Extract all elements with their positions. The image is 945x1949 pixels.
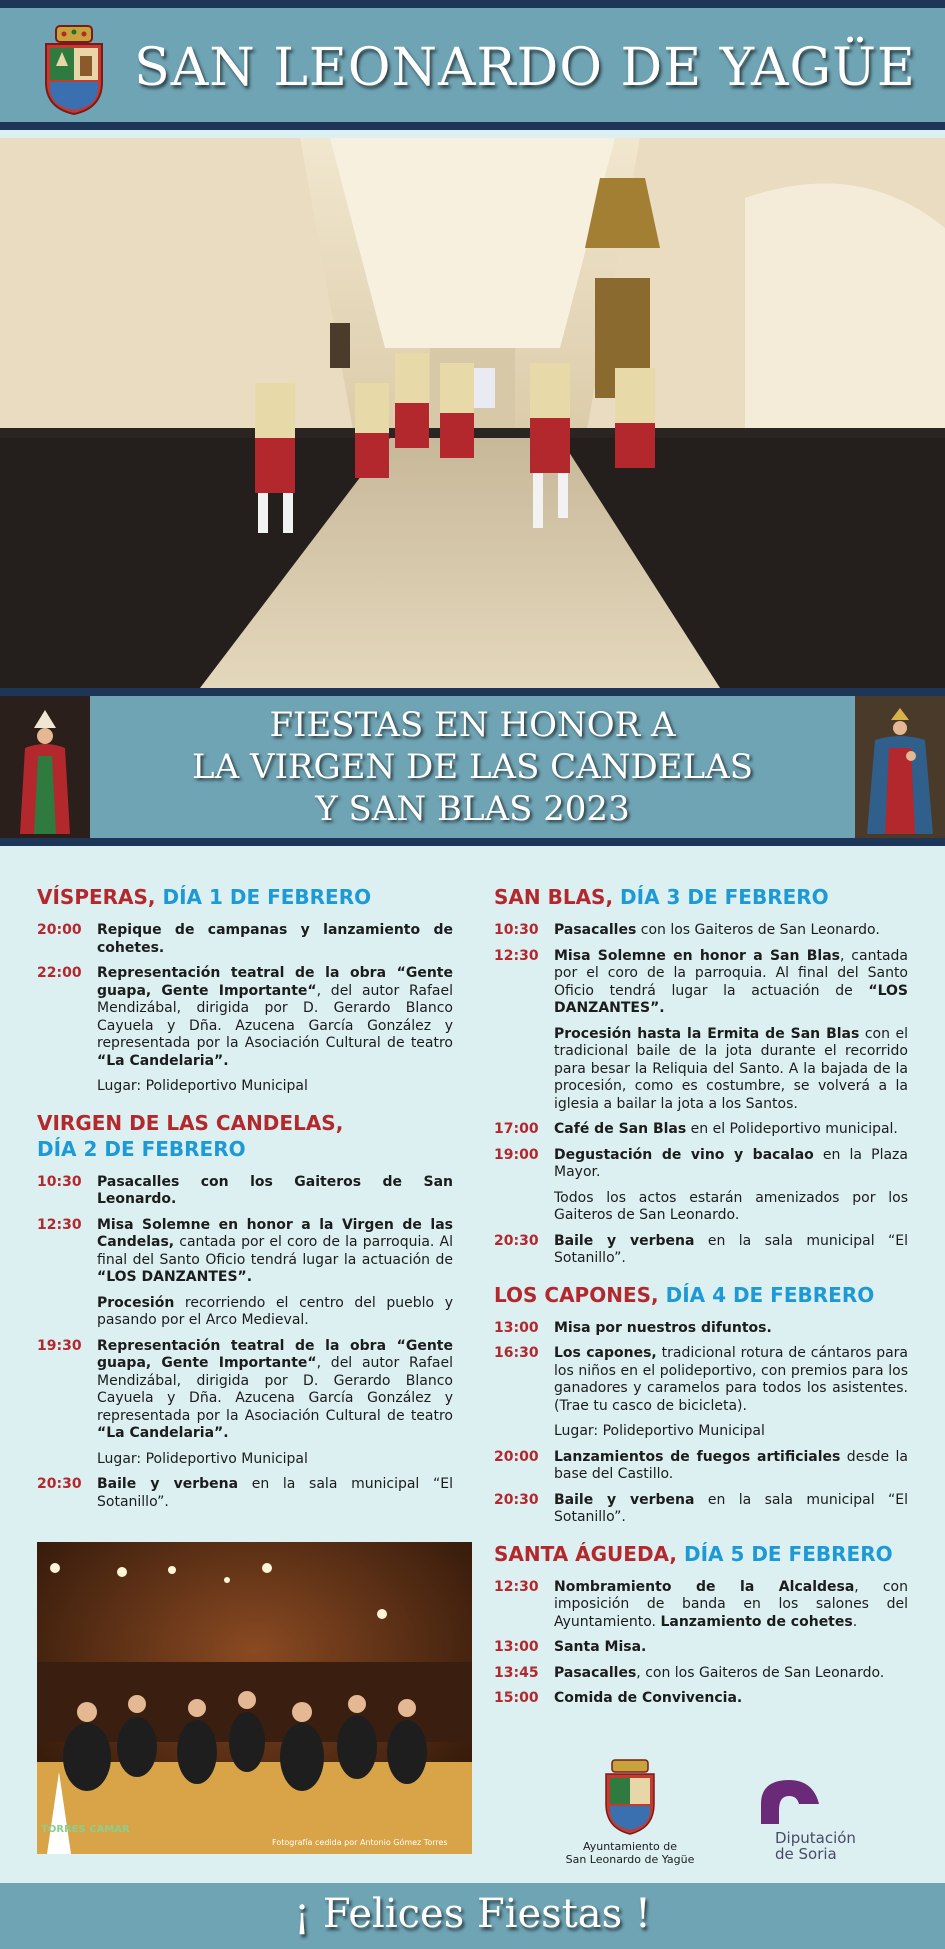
event-time: 20:30: [37, 1476, 82, 1492]
day-heading: [494, 884, 908, 910]
day-name: SAN BLAS,: [494, 885, 614, 909]
footer-greeting: ¡ Felices Fiestas !: [294, 1891, 651, 1937]
event-note: [554, 1026, 908, 1114]
day-santa-agueda: [494, 1541, 908, 1708]
event-desc: [554, 1233, 908, 1268]
festival-band: [0, 688, 945, 846]
event-desc: [554, 948, 908, 1018]
event-desc: [97, 1338, 453, 1443]
event-item: [37, 922, 453, 957]
diputacion-logo: [755, 1776, 865, 1866]
event-text: Repique de campanas y lanzamiento de cohetes.: [97, 922, 453, 956]
event-item: [494, 1639, 908, 1657]
day-heading: [37, 884, 453, 910]
event-bold: “La Candelaria”.: [97, 1052, 229, 1069]
event-desc: [97, 965, 453, 1070]
event-bold: Degustación de vino y bacalao: [554, 1146, 814, 1163]
event-text: .: [852, 1613, 858, 1630]
festival-title-line3: Y SAN BLAS 2023: [315, 789, 630, 829]
event-time: 13:00: [494, 1639, 539, 1655]
event-desc: [554, 1449, 908, 1484]
event-time: 20:30: [494, 1232, 539, 1249]
day-date: DÍA 4 DE FEBRERO: [665, 1282, 875, 1307]
event-time: 12:30: [37, 1216, 82, 1233]
event-text: en la sala municipal “El Sotanillo”.: [554, 1232, 908, 1266]
event-desc: [97, 1476, 453, 1511]
event-desc: [554, 1579, 908, 1632]
day-date: DÍA 3 DE FEBRERO: [620, 885, 829, 909]
event-desc: [554, 1492, 908, 1527]
event-bold: Café de San Blas: [554, 1121, 687, 1137]
event-text: en la sala municipal “El Sotanillo”.: [97, 1476, 453, 1510]
day-date: DÍA 5 DE FEBRERO: [683, 1541, 893, 1566]
event-text: cantada por el coro de la parroquia. Al final del Santo Oficio tendrá lugar la actuación de: [97, 1234, 453, 1268]
event-time: 19:00: [494, 1146, 539, 1163]
event-desc: [554, 1665, 908, 1683]
event-note: Todos los actos estarán amenizados por los Gaiteros de San Leonardo.: [554, 1189, 908, 1223]
event-text: en la sala municipal “El Sotanillo”.: [554, 1491, 908, 1525]
event-bold: Pasacalles: [554, 922, 637, 938]
event-bold: Baile y verbena: [554, 1232, 695, 1249]
event-text: en el Polideportivo municipal.: [686, 1121, 898, 1137]
event-item: [494, 1345, 908, 1415]
note-text: con el tradicional baile de la jota durante el recorrido para besar la Reliquia del Santo. A la bajada de la procesión, como es costumbre, se volverá a la iglesia a bailar la jota a los Santos.: [554, 1025, 908, 1112]
day-heading: [494, 1541, 908, 1567]
event-item: [494, 1147, 908, 1182]
event-item: [494, 1665, 908, 1683]
event-desc: [554, 922, 908, 940]
event-desc: [97, 1217, 453, 1287]
event-text: en la Plaza Mayor.: [554, 1146, 908, 1180]
event-text: , con imposición de banda en los salones del Ayuntamiento.: [554, 1578, 908, 1630]
event-bold: Pasacalles: [554, 1664, 637, 1681]
event-time: 13:45: [494, 1664, 539, 1681]
event-time: 20:00: [37, 922, 82, 938]
photo-watermark: TORRES CAMAR: [41, 1824, 130, 1835]
event-item: [494, 922, 908, 940]
schedule-right-column: [494, 884, 908, 1722]
day-name: LOS CAPONES,: [494, 1282, 659, 1307]
day-name: VIRGEN DE LAS CANDELAS,: [37, 1110, 344, 1135]
event-text: , del autor Rafael Mendizábal, dirigida por D. Gerardo Blanco Cayuela y Dña. Azucena García González y representada por la Asociación Cultural de teatro: [97, 1355, 454, 1424]
event-bold: Lanzamiento de cohetes: [660, 1613, 853, 1630]
event-time: 20:30: [494, 1491, 539, 1508]
event-desc: [554, 1345, 908, 1415]
event-desc: [554, 1639, 908, 1657]
event-note: Lugar: Polideportivo Municipal: [97, 1450, 308, 1467]
event-text: , del autor Rafael Mendizábal, dirigida por D. Gerardo Blanco Cayuela y Dña. Azucena García González y representada por la Asociación Cultural de teatro: [97, 982, 454, 1051]
event-item: [494, 1579, 908, 1632]
event-bold: Baile y verbena: [554, 1491, 695, 1508]
event-bold: Misa Solemne en honor a San Blas: [554, 947, 840, 964]
day-visperas: [37, 884, 453, 1096]
event-item: [494, 1233, 908, 1268]
day-candelas: [37, 1110, 453, 1512]
event-item: [494, 1320, 908, 1338]
event-time: 15:00: [494, 1690, 539, 1706]
schedule-left-column: [37, 884, 453, 1525]
event-bold: Baile y verbena: [97, 1476, 239, 1492]
event-item: [494, 948, 908, 1018]
top-border: [0, 0, 945, 8]
event-bold: Lanzamientos de fuegos artificiales: [554, 1448, 841, 1465]
event-bold: Misa Solemne en honor a la Virgen de las Candelas,: [97, 1216, 453, 1250]
event-desc: [554, 1690, 908, 1708]
event-item: [494, 1121, 908, 1139]
event-item: [494, 1492, 908, 1527]
festival-title-line2: LA VIRGEN DE LAS CANDELAS: [192, 747, 753, 787]
event-time: 12:30: [494, 1578, 539, 1595]
event-bold: “LOS DANZANTES”.: [554, 982, 908, 1016]
san-blas-image: [0, 696, 90, 838]
event-time: 22:00: [37, 965, 82, 981]
event-time: 17:00: [494, 1121, 539, 1137]
event-time: 16:30: [494, 1345, 539, 1361]
day-heading: [494, 1282, 908, 1308]
event-bold: Representación teatral de la obra “Gente guapa, Gente Importante“: [97, 1337, 453, 1371]
event-text: , con los Gaiteros de San Leonardo.: [636, 1664, 885, 1681]
diputacion-arch-icon: [755, 1776, 825, 1826]
event-text: tradicional rotura de cántaros para los niños en el polideportivo, con premios para los ganadores y caramelos para todos los asistentes. (Trae tu casco de bicicleta).: [554, 1345, 908, 1414]
day-name: SANTA ÁGUEDA,: [494, 1541, 677, 1566]
event-text: Pasacalles con los Gaiteros de San Leonardo.: [97, 1173, 453, 1207]
event-note: Lugar: Polideportivo Municipal: [554, 1423, 765, 1439]
event-item: [37, 1217, 453, 1287]
event-text: con los Gaiteros de San Leonardo.: [636, 922, 880, 938]
event-desc: [554, 1320, 908, 1338]
event-time: 10:30: [494, 922, 539, 938]
ayuntamiento-logo: [560, 1758, 700, 1868]
event-item: [37, 1476, 453, 1511]
ayuntamiento-caption-2: San Leonardo de Yagüe: [565, 1853, 695, 1866]
event-desc: [97, 1174, 453, 1209]
ayuntamiento-caption-1: Ayuntamiento de: [582, 1840, 678, 1853]
note-bold: Procesión hasta la Ermita de San Blas: [554, 1025, 860, 1042]
diputacion-line1: Diputación: [775, 1829, 856, 1847]
event-bold: “LOS DANZANTES”.: [97, 1269, 253, 1285]
event-time: 10:30: [37, 1173, 82, 1190]
event-item: [37, 1338, 453, 1443]
note-text: recorriendo el centro del pueblo y pasando por el Arco Medieval.: [97, 1294, 453, 1328]
town-title: SAN LEONARDO DE YAGÜE: [134, 38, 916, 98]
event-time: 19:30: [37, 1337, 82, 1354]
ayuntamiento-crest-icon: [560, 1758, 700, 1836]
photo-credit: Fotografía cedida por Antonio Gómez Torres: [272, 1838, 448, 1847]
event-time: 20:00: [494, 1448, 539, 1465]
header-banner: [0, 8, 945, 130]
footer-banner: [0, 1883, 945, 1949]
event-text: , cantada por el coro de la parroquia. Al final del Santo Oficio tendrá lugar la actuación de: [554, 947, 908, 999]
day-capones: [494, 1282, 908, 1527]
event-bold: “La Candelaria”.: [97, 1425, 229, 1441]
virgen-candelas-image: [855, 696, 945, 838]
event-desc: [97, 922, 453, 957]
event-bold: Los capones,: [554, 1345, 657, 1361]
event-time: 12:30: [494, 947, 539, 964]
event-note: Lugar: Polideportivo Municipal: [97, 1078, 308, 1094]
day-san-blas: [494, 884, 908, 1268]
church-dance-photo: [0, 138, 945, 688]
diputacion-line2: de Soria: [775, 1845, 837, 1863]
day-date: DÍA 2 DE FEBRERO: [37, 1136, 246, 1161]
event-item: [37, 1174, 453, 1209]
day-heading: [37, 1110, 453, 1162]
festival-title: [95, 704, 850, 830]
note-bold: Procesión: [97, 1294, 175, 1311]
event-text: Comida de Convivencia.: [554, 1690, 743, 1706]
event-item: [37, 965, 453, 1070]
event-text: Misa por nuestros difuntos.: [554, 1319, 772, 1336]
event-bold: Representación teatral de la obra “Gente guapa, Gente Importante“: [97, 965, 453, 999]
day-date: DÍA 1 DE FEBRERO: [162, 885, 372, 909]
event-desc: [554, 1121, 908, 1139]
event-time: 13:00: [494, 1319, 539, 1336]
theatre-group-photo: [37, 1542, 472, 1854]
event-bold: Nombramiento de la Alcaldesa: [554, 1578, 855, 1595]
event-text: desde la base del Castillo.: [554, 1448, 908, 1482]
event-note: [97, 1295, 453, 1330]
day-name: VÍSPERAS,: [37, 885, 156, 909]
coat-of-arms-icon: [38, 22, 110, 118]
event-text: Santa Misa.: [554, 1639, 647, 1655]
event-item: [494, 1690, 908, 1708]
event-item: [494, 1449, 908, 1484]
festival-title-line1: FIESTAS EN HONOR A: [269, 705, 676, 745]
event-desc: [554, 1147, 908, 1182]
